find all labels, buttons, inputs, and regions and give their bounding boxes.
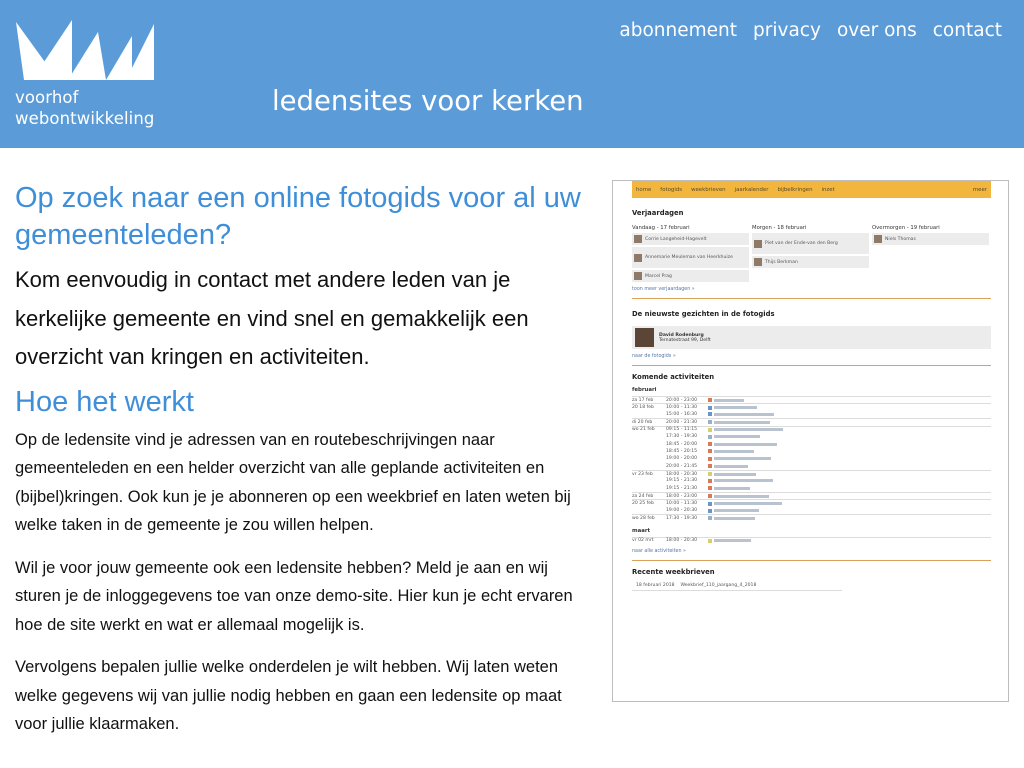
preview-birthday-day [752, 225, 869, 282]
preview-navbar [632, 181, 991, 198]
preview-activity-date: 20 18 feb [632, 405, 654, 411]
preview-activity-row [632, 396, 991, 403]
preview-activity-date: vr 23 feb [632, 471, 653, 477]
preview-activity-category-dot [708, 457, 712, 461]
preview-activity-category-dot [708, 449, 712, 453]
preview-activity-time: 18:00 - 20:30 [666, 471, 698, 477]
preview-activity-category-dot [708, 516, 712, 520]
preview-activity-row [632, 448, 991, 455]
site-logo[interactable] [14, 18, 159, 133]
preview-activity-title [714, 473, 756, 476]
preview-person-name: Thijs Berkman [765, 259, 798, 265]
preview-birthday-person [632, 270, 749, 282]
preview-activity-time: 17:30 - 19:30 [666, 515, 698, 521]
preview-activity-title [714, 421, 770, 424]
preview-activity-category-dot [708, 406, 712, 410]
site-tagline: ledensites voor kerken [272, 85, 584, 117]
preview-newsletter-name: Weekbrief_110_jaargang_4_2018 [680, 583, 757, 589]
preview-face-card [632, 326, 991, 349]
nav-link-privacy[interactable]: privacy [753, 20, 821, 41]
preview-activity-time: 18:00 - 20:30 [666, 538, 698, 544]
paragraph-signup: Wil je voor jouw gemeente ook een ledensite hebben? Meld je aan en wij sturen je de inloggegevens toe van onze demo-site. Hier kun je echt ervaren hoe de site werkt en wat er allemaal mogelijk is. [15, 558, 573, 634]
preview-newsletter-date: 18 februari 2018 [636, 583, 675, 589]
preview-activity-title [714, 435, 760, 438]
preview-activity-row [632, 470, 991, 477]
preview-activities-list [632, 387, 991, 544]
preview-activity-title [714, 517, 755, 520]
preview-divider [632, 365, 991, 366]
preview-birthday-person [752, 256, 869, 268]
preview-activity-row [632, 455, 991, 462]
preview-activity-time: 15:00 - 16:30 [666, 411, 698, 417]
logo-peaks-icon [14, 18, 159, 84]
nav-link-abonnement[interactable]: abonnement [619, 20, 738, 41]
preview-activity-category-dot [708, 412, 712, 416]
preview-person-avatar [634, 254, 642, 262]
preview-newsletters-title: Recente weekbrieven [632, 568, 715, 577]
preview-person-avatar [634, 272, 642, 280]
preview-activities-link: naar alle activiteiten » [632, 549, 686, 555]
preview-activity-title [714, 509, 759, 512]
preview-activity-time: 19:15 - 21:30 [666, 478, 698, 484]
preview-activity-time: 20:00 - 23:00 [666, 397, 698, 403]
preview-nav-bijbelkringen: bijbelkringen [777, 186, 813, 193]
preview-birthdays-link: toon meer verjaardagen » [632, 287, 695, 292]
preview-activity-row [632, 403, 991, 410]
preview-activity-category-dot [708, 479, 712, 483]
preview-activity-title [714, 428, 783, 431]
preview-activity-time: 20:00 - 21:45 [666, 463, 698, 469]
preview-activity-time: 18:45 - 20:15 [666, 448, 698, 454]
preview-person-name: Piet van der Ende-van den Berg [765, 241, 838, 246]
preview-activity-row [632, 499, 991, 506]
preview-activity-time: 20:00 - 21:30 [666, 419, 698, 425]
preview-activity-title [714, 413, 774, 416]
preview-birthday-day-label: Morgen - 18 februari [752, 225, 807, 231]
preview-divider [632, 298, 991, 299]
preview-activity-month: maart [632, 527, 651, 534]
preview-activity-category-dot [708, 539, 712, 543]
preview-birthday-person [752, 233, 869, 254]
preview-activity-time: 19:00 - 20:30 [666, 508, 698, 514]
preview-activity-title [714, 457, 771, 460]
preview-birthday-day [632, 225, 749, 282]
preview-activity-row [632, 463, 991, 470]
preview-person-avatar [754, 258, 762, 266]
preview-face-photo [635, 328, 654, 347]
paragraph-intro: Op de ledensite vind je adressen van en routebeschrijvingen naar gemeenteleden en een helder overzicht van alle geplande activiteiten en (bijbel)kringen. Ook kun je je abonneren op een weekbrief en laten weten bij welke taken in de gemeente je zou willen helpen. [15, 430, 571, 534]
preview-birthday-day-label: Vandaag - 17 februari [632, 225, 690, 231]
preview-activity-row [632, 433, 991, 440]
preview-nav-inzet: inzet [821, 186, 835, 193]
nav-link-contact[interactable]: contact [932, 20, 1002, 41]
preview-activity-month: februari [632, 387, 657, 393]
preview-birthday-day-label: Overmorgen - 19 februari [872, 225, 940, 231]
preview-faces-link: naar de fotogids » [632, 354, 676, 359]
nav-link-over-ons[interactable]: over ons [836, 20, 917, 41]
preview-activity-title [714, 450, 754, 453]
preview-nav-weekbrieven: weekbrieven [691, 186, 726, 193]
preview-activity-row [632, 537, 991, 544]
preview-activity-time: 18:00 - 23:00 [666, 493, 698, 499]
preview-activity-title [714, 502, 782, 505]
preview-activity-title [714, 539, 751, 542]
preview-activity-title [714, 406, 757, 409]
preview-activity-category-dot [708, 509, 712, 513]
site-preview-screenshot [612, 180, 1009, 702]
preview-nav-home: home [636, 186, 652, 193]
logo-text-line1: voorhof [15, 88, 79, 107]
preview-face-name: David Rodenburg [659, 332, 704, 338]
preview-activity-date: vr 02 mrt [632, 538, 654, 544]
preview-activity-rows [632, 396, 991, 522]
preview-activity-title [714, 443, 777, 446]
preview-activity-date: wo 28 feb [632, 515, 655, 521]
preview-birthday-columns [632, 225, 991, 282]
how-it-works-title: Hoe het werkt [15, 385, 194, 418]
preview-activity-time: 10:00 - 11:30 [666, 405, 698, 411]
preview-activity-title [714, 399, 744, 402]
preview-activity-row [632, 426, 991, 433]
preview-activity-time: 09:15 - 11:15 [666, 427, 698, 433]
preview-person-name: Niels Thomas [885, 236, 916, 242]
preview-birthday-person [632, 233, 749, 245]
preview-birthday-person [632, 247, 749, 268]
main-content [15, 180, 590, 739]
preview-person-avatar [874, 235, 882, 243]
preview-activity-row [632, 411, 991, 418]
preview-activities-title: Komende activiteiten [632, 373, 715, 381]
preview-activity-row [632, 418, 991, 425]
preview-activity-date: di 20 feb [632, 419, 653, 425]
preview-page [632, 181, 991, 591]
preview-activity-row [632, 507, 991, 514]
preview-activity-date: 20 25 feb [632, 501, 654, 507]
preview-activity-title [714, 487, 750, 490]
paragraph-next-steps: Vervolgens bepalen jullie welke onderdelen je wilt hebben. Wij laten weten welke gegevens wij van jullie nodig hebben en gaan een ledensite op maat voor jullie klaarmaken. [15, 658, 562, 733]
preview-activity-row [632, 485, 991, 492]
lead-text: Kom eenvoudig in contact met andere leden van je kerkelijke gemeente en vind snel en gemakkelijk een overzicht van kringen en activiteiten. [15, 267, 529, 369]
preview-activity-category-dot [708, 502, 712, 506]
preview-activity-category-dot [708, 464, 712, 468]
preview-activity-date: wo 21 feb [632, 427, 655, 433]
logo-text-line2: webontwikkeling [15, 109, 155, 128]
site-header [0, 0, 1024, 148]
preview-activity-rows [632, 537, 991, 544]
preview-activity-category-dot [708, 428, 712, 432]
preview-activity-title [714, 465, 748, 468]
preview-activity-row [632, 440, 991, 447]
preview-activity-date: za 17 feb [632, 397, 654, 403]
preview-nav-menu: meer [972, 186, 987, 193]
preview-activity-row [632, 492, 991, 499]
preview-activity-time: 19:00 - 20:00 [666, 456, 698, 462]
preview-faces-title: De nieuwste gezichten in de fotogids [632, 310, 775, 318]
preview-birthday-person [872, 233, 989, 245]
preview-face-address: Ternatestraat 99, Delft [659, 337, 711, 343]
preview-person-name: Annemarie Meuleman van Heerkhuize [645, 255, 733, 260]
preview-nav-fotogids: fotogids [660, 186, 683, 193]
top-navigation [619, 19, 1002, 43]
preview-activity-title [714, 495, 769, 498]
preview-activity-date: za 24 feb [632, 493, 654, 499]
hero-title: Op zoek naar een online fotogids voor al uw gemeenteleden? [15, 182, 581, 251]
preview-activity-category-dot [708, 442, 712, 446]
preview-activity-category-dot [708, 472, 712, 476]
preview-activity-category-dot [708, 435, 712, 439]
preview-divider [632, 560, 991, 561]
preview-activity-time: 17:30 - 19:30 [666, 434, 698, 440]
preview-birthdays-title: Verjaardagen [632, 209, 684, 217]
preview-activity-category-dot [708, 398, 712, 402]
preview-person-avatar [754, 240, 762, 248]
preview-activity-row [632, 514, 991, 521]
preview-nav-jaarkalender: jaarkalender [734, 186, 769, 193]
preview-activity-category-dot [708, 494, 712, 498]
preview-activity-time: 10:00 - 11:30 [666, 501, 698, 507]
preview-activity-title [714, 479, 773, 482]
preview-person-name: Corrie Langeheid-Hagevelt [645, 236, 707, 242]
preview-birthday-day [872, 225, 989, 282]
preview-person-name: Marcel Prag [645, 273, 672, 279]
preview-activity-category-dot [708, 486, 712, 490]
preview-activity-time: 18:45 - 20:00 [666, 441, 698, 447]
preview-activity-row [632, 477, 991, 484]
preview-activity-time: 19:15 - 21:30 [666, 485, 698, 491]
preview-activity-category-dot [708, 420, 712, 424]
preview-newsletter-row [632, 583, 842, 591]
preview-person-avatar [634, 235, 642, 243]
